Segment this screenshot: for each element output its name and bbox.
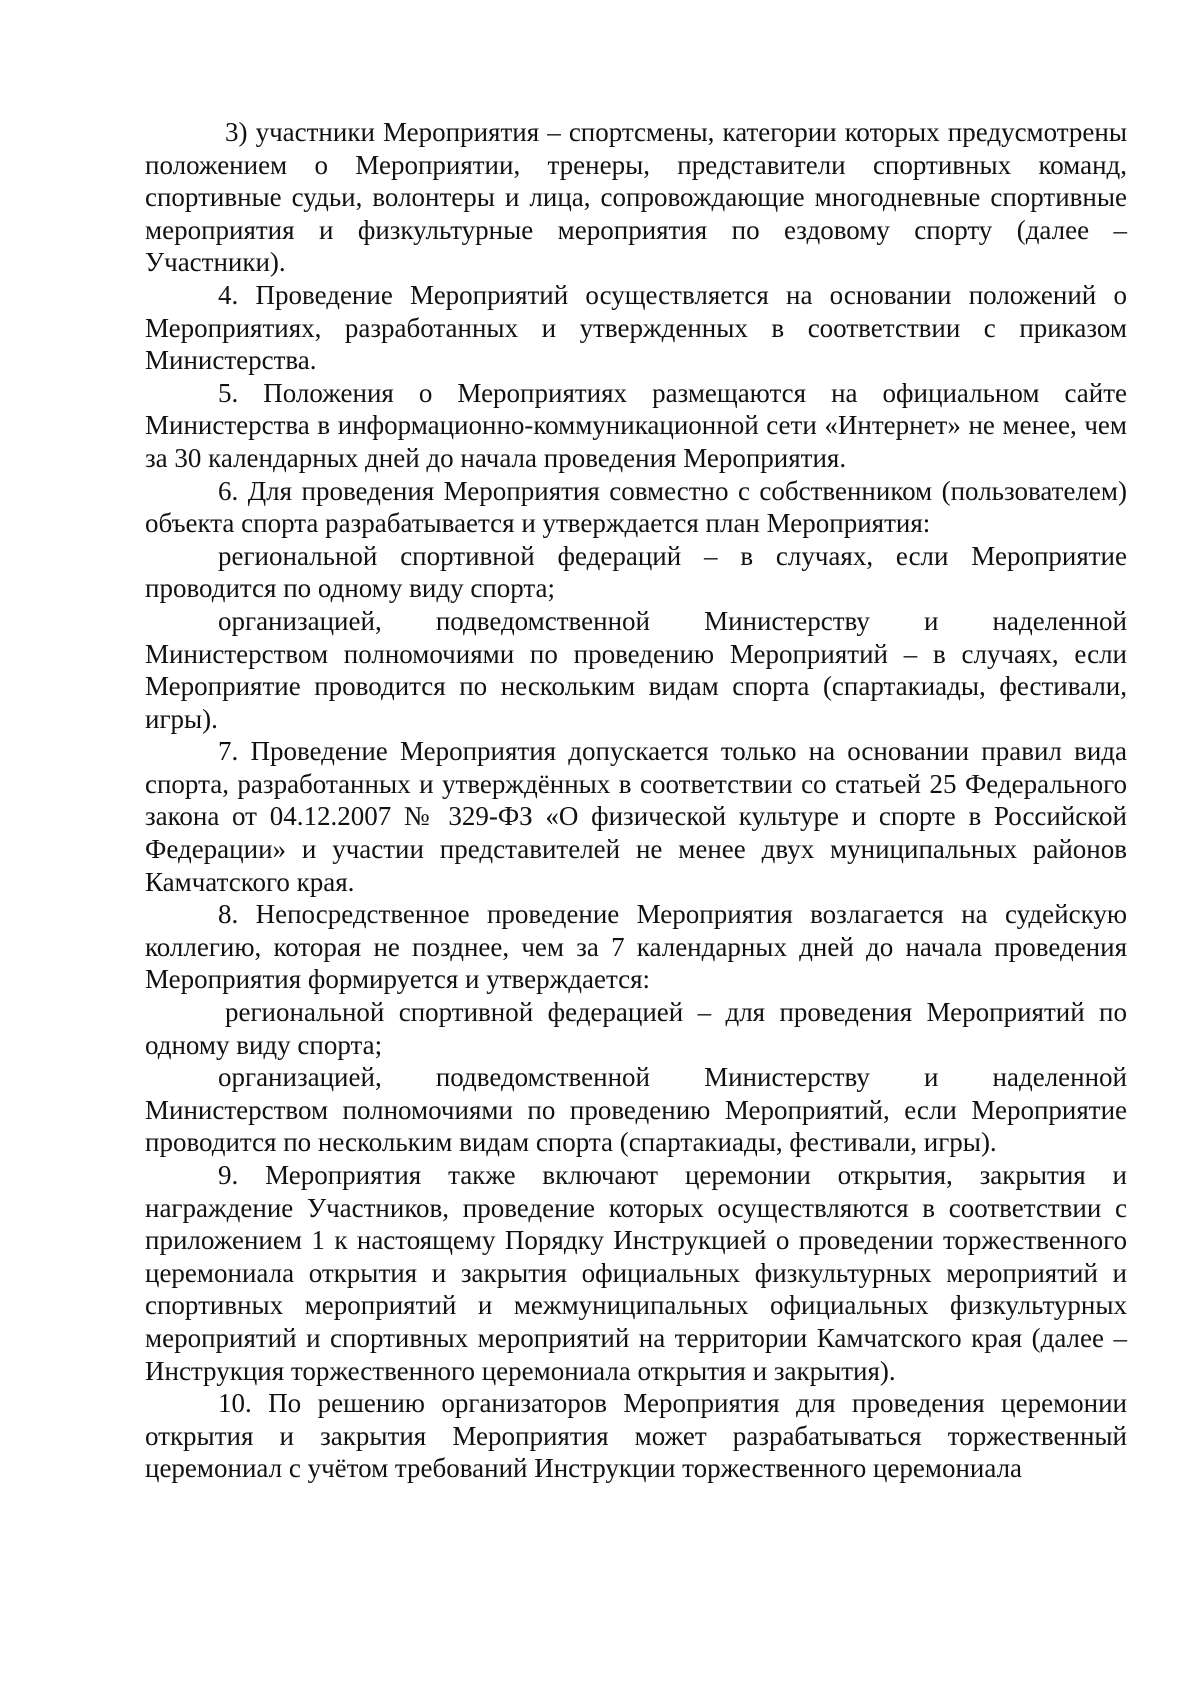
- paragraph-8-item-federation: региональной спортивной федерацией – для проведения Мероприятий по одному виду спорта;: [145, 997, 1127, 1060]
- paragraph-9: 9. Мероприятия также включают церемонии открытия, закрытия и награждение Участников, проведение которых осуществляются в соответствии с приложением 1 к настоящему Порядку Инструкцией о проведении торжественного церемониала открытия и закрытия официальных физкультурных мероприятий и спортивных мероприятий и межмуниципальных официальных физкультурных мероприятий и спортивных мероприятий на территории Камчатского края (далее – Инструкция торжественного церемониала открытия и закрытия).: [145, 1160, 1127, 1386]
- paragraph-3-participants: 3) участники Мероприятия – спортсмены, категории которых предусмотрены положением о Мероприятии, тренеры, представители спортивных команд, спортивные судьи, волонтеры и лица, сопровождающие многодневные спортивные мероприятия и физкультурные мероприятия по ездовому спорту (далее – Участники).: [145, 117, 1127, 278]
- paragraph-4: 4. Проведение Мероприятий осуществляется на основании положений о Мероприятиях, разработанных и утвержденных в соответствии с приказом Министерства.: [145, 279, 1127, 376]
- paragraph-8: 8. Непосредственное проведение Мероприятия возлагается на судейскую коллегию, которая не позднее, чем за 7 календарных дней до начала проведения Мероприятия формируется и утверждается:: [145, 899, 1127, 995]
- paragraph-5: 5. Положения о Мероприятиях размещаются на официальном сайте Министерства в информационно-коммуникационной сети «Интернет» не менее, чем за 30 календарных дней до начала проведения Мероприятия.: [145, 377, 1127, 473]
- paragraph-10: 10. По решению организаторов Мероприятия для проведения церемонии открытия и закрытия Мероприятия может разрабатываться торжественный церемониал с учётом требований Инструкции торжественного церемониала: [145, 1388, 1127, 1484]
- paragraph-8-item-organization: организацией, подведомственной Министерству и наделенной Министерством полномочиями по проведению Мероприятий, если Мероприятие проводится по нескольким видам спорта (спартакиады, фестивали, игры).: [145, 1062, 1127, 1158]
- paragraph-6: 6. Для проведения Мероприятия совместно с собственником (пользователем) объекта спорта разрабатывается и утверждается план Мероприятия:: [145, 475, 1127, 539]
- paragraph-6-item-organization: организацией, подведомственной Министерству и наделенной Министерством полномочиями по проведению Мероприятий – в случаях, если Мероприятие проводится по нескольким видам спорта (спартакиады, фестивали, игры).: [145, 605, 1127, 734]
- paragraph-7: 7. Проведение Мероприятия допускается только на основании правил вида спорта, разработанных и утверждённых в соответствии со статьей 25 Федерального закона от 04.12.2007 № 329-ФЗ «О физической культуре и спорте в Российской Федерации» и участии представителей не менее двух муниципальных районов Камчатского края.: [145, 736, 1127, 897]
- document-body: [145, 116, 1127, 1485]
- paragraph-6-item-federation: региональной спортивной федераций – в случаях, если Мероприятие проводится по одному виду спорта;: [145, 540, 1127, 604]
